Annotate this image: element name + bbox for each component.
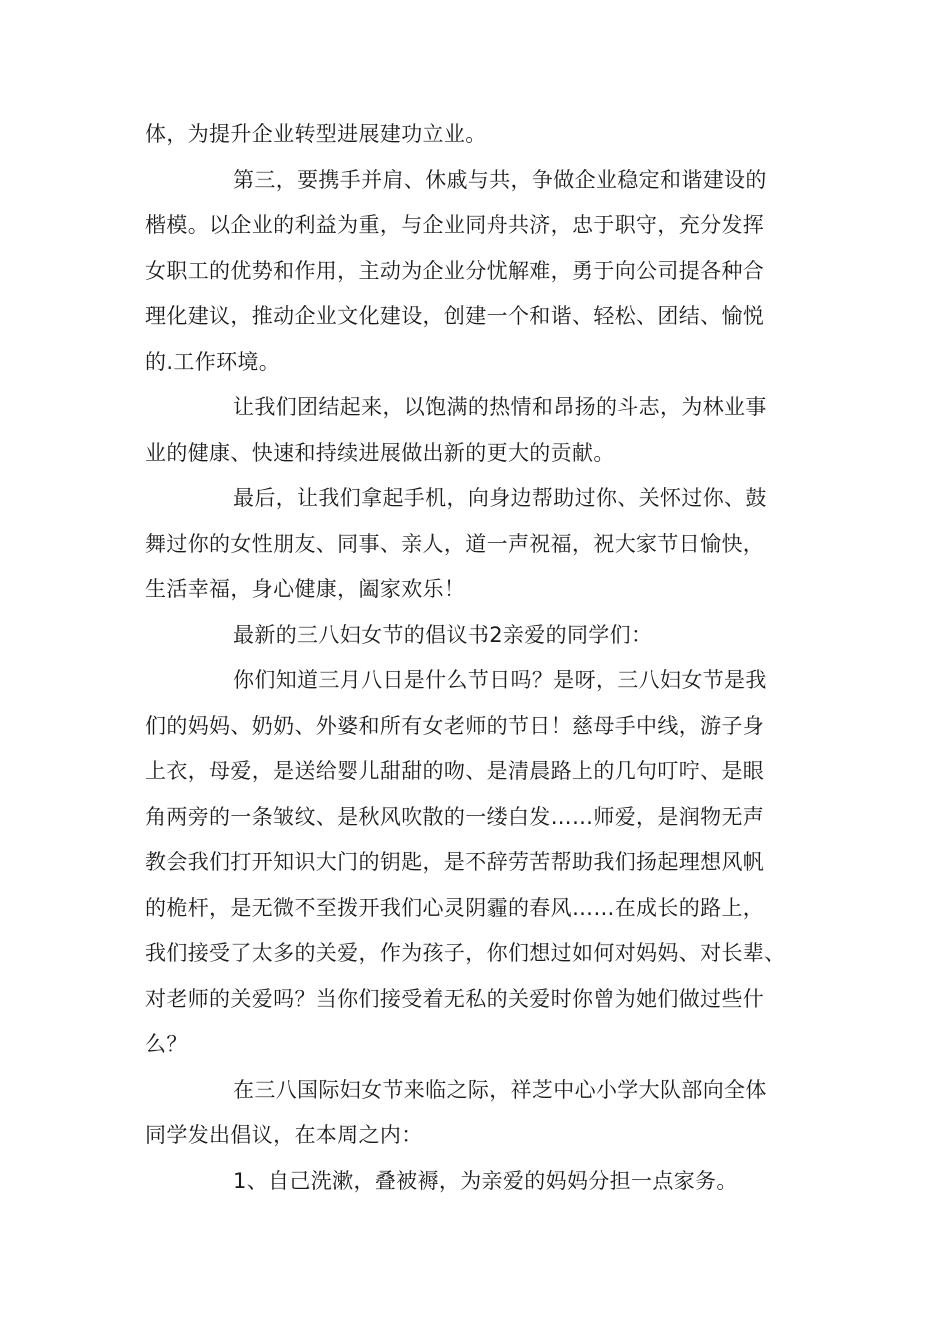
paragraph-5-line-8: 么？	[145, 1032, 188, 1056]
paragraph-2-line-1: 业的健康、快速和持续进展做出新的更大的贡献。	[145, 440, 615, 465]
paragraph-0-line-0: 体，为提升企业转型进展建功立业。	[145, 122, 487, 146]
paragraph-7-line-0: 1、自己洗漱，叠被褥，为亲爱的妈妈分担一点家务。	[233, 1168, 738, 1193]
paragraph-1-line-3: 理化建议，推动企业文化建设，创建一个和谐、轻松、团结、愉悦	[145, 304, 765, 328]
paragraph-1-line-2: 女职工的优势和作用，主动为企业分忧解难，勇于向公司提各种合	[145, 258, 765, 283]
paragraph-1-line-1: 楷模。以企业的利益为重，与企业同舟共济，忠于职守，充分发挥	[145, 213, 765, 237]
paragraph-5-line-6: 我们接受了太多的关爱，作为孩子，你们想过如何对妈妈、对长辈、	[145, 941, 786, 965]
paragraph-3-line-0: 最后，让我们拿起手机，向身边帮助过你、关怀过你、鼓	[233, 486, 767, 510]
paragraph-5-line-0: 你们知道三月八日是什么节日吗？是呀，三八妇女节是我	[233, 668, 767, 692]
paragraph-5-line-4: 教会我们打开知识大门的钥匙，是不辞劳苦帮助我们扬起理想风帆	[145, 850, 765, 874]
paragraph-3-line-1: 舞过你的女性朋友、同事、亲人，道一声祝福，祝大家节日愉快，	[145, 531, 765, 556]
paragraph-1-line-4: 的.工作环境。	[145, 349, 281, 374]
paragraph-1-line-0: 第三，要携手并肩、休戚与共，争做企业稳定和谐建设的	[233, 167, 767, 192]
paragraph-5-line-1: 们的妈妈、奶奶、外婆和所有女老师的节日！慈母手中线，游子身	[145, 713, 765, 738]
paragraph-6-line-1: 同学发出倡议，在本周之内：	[145, 1123, 423, 1147]
paragraph-5-line-5: 的桅杆，是无微不至拨开我们心灵阴霾的春风……在成长的路上，	[145, 895, 765, 920]
paragraph-6-line-0: 在三八国际妇女节来临之际，祥芝中心小学大队部向全体	[233, 1077, 767, 1102]
paragraph-5-line-7: 对老师的关爱吗？当你们接受着无私的关爱时你曾为她们做过些什	[145, 986, 765, 1011]
paragraph-2-line-0: 让我们团结起来，以饱满的热情和昂扬的斗志，为林业事	[233, 395, 767, 419]
paragraph-5-line-2: 上衣，母爱，是送给婴儿甜甜的吻、是清晨路上的几句叮咛、是眼	[145, 759, 765, 783]
document-body	[145, 112, 835, 1204]
paragraph-3-line-2: 生活幸福，身心健康，阖家欢乐！	[145, 577, 466, 601]
paragraph-4-line-0: 最新的三八妇女节的倡议书2亲爱的同学们：	[233, 622, 653, 647]
paragraph-5-line-3: 角两旁的一条皱纹、是秋风吹散的一缕白发……师爱，是润物无声	[145, 804, 765, 829]
